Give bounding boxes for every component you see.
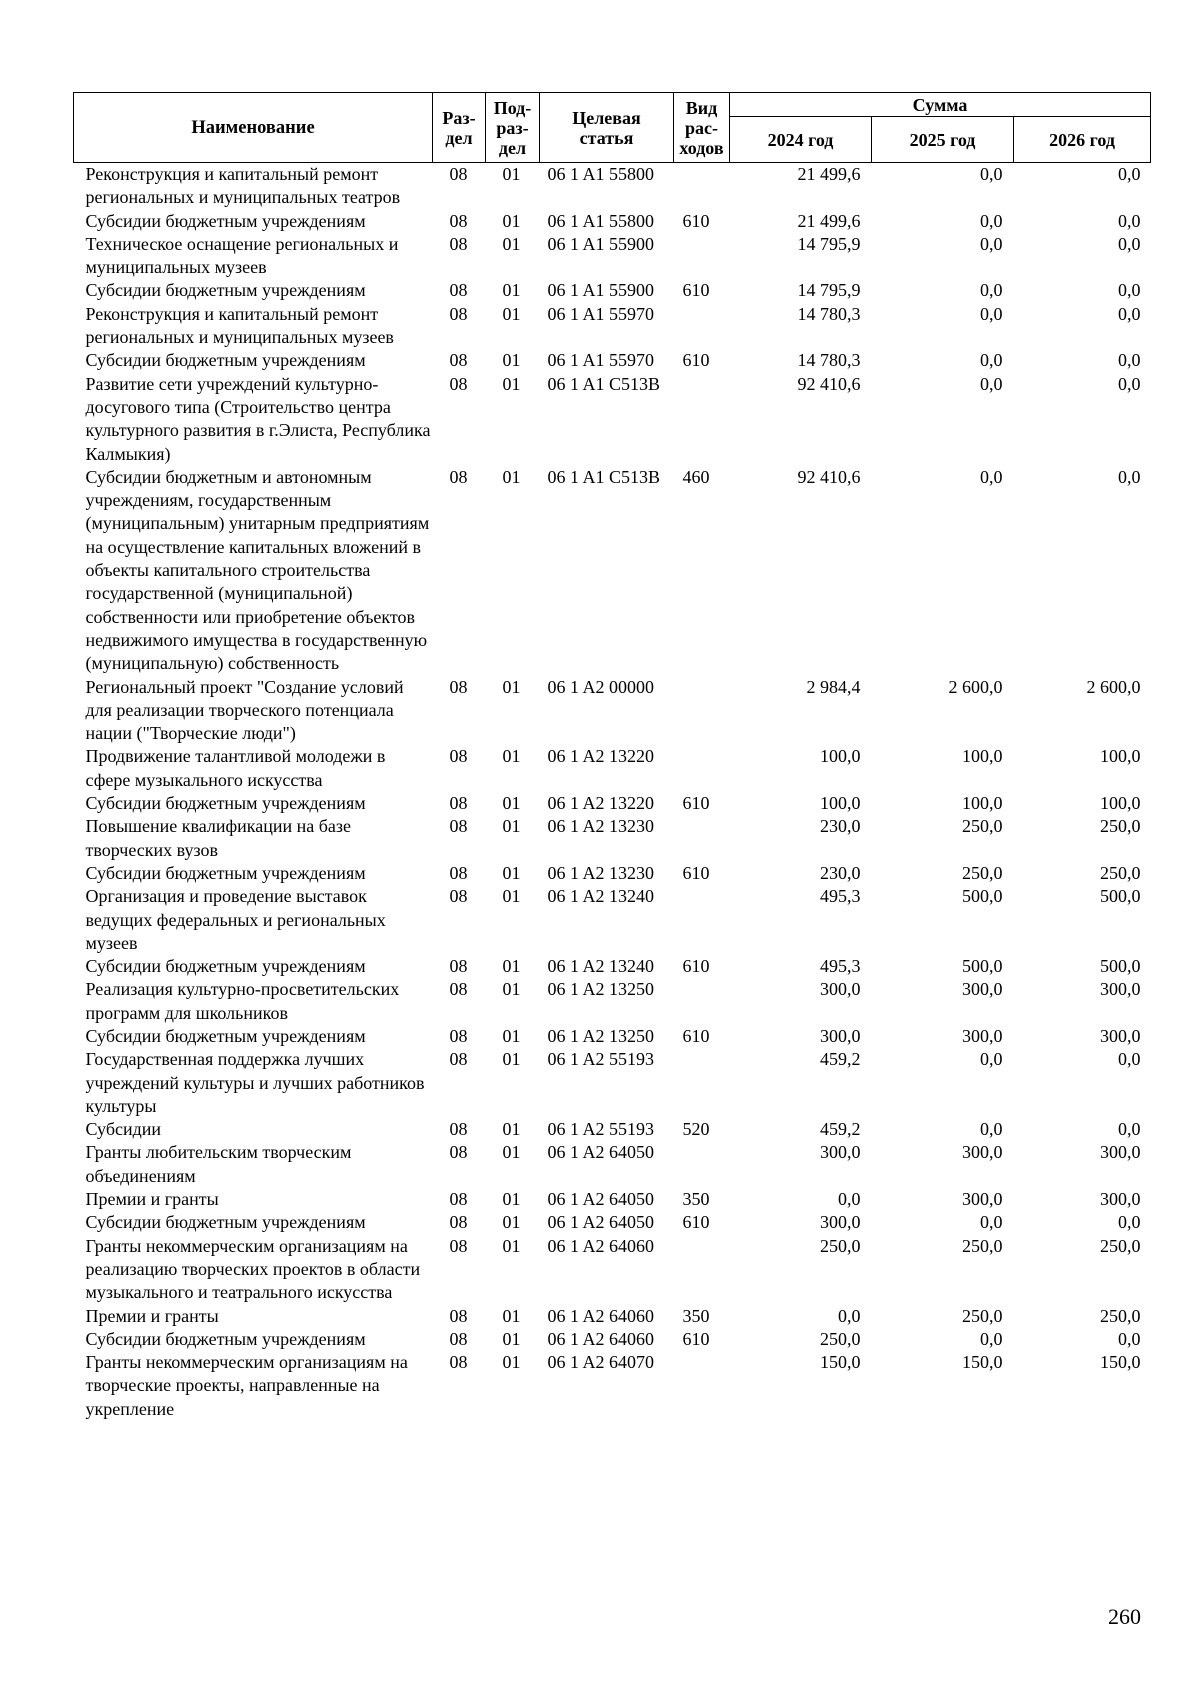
row-subsection: 01: [502, 979, 521, 1000]
row-name: Субсидии бюджетным учреждениям: [85, 210, 366, 231]
row-article: 06 1 A2 55193: [547, 1049, 655, 1070]
row-subsection: 01: [502, 956, 521, 977]
row-subsection: 01: [502, 886, 521, 907]
row-name: Организация и проведение выставок ведущих федеральных и региональных музеев: [85, 886, 386, 953]
row-amount-2025: 0,0: [980, 350, 1003, 371]
row-amount-2024: 21 499,6: [797, 210, 861, 231]
row-amount-2026: 0,0: [1118, 350, 1141, 371]
table-row: [74, 1048, 1151, 1118]
table-row: [74, 745, 1151, 792]
header-year-2026: 2026 год: [1014, 117, 1151, 163]
row-amount-2026: 250,0: [1100, 1305, 1141, 1326]
row-amount-2025: 500,0: [962, 956, 1003, 977]
row-kind: 610: [682, 350, 710, 371]
row-section: 08: [449, 1025, 468, 1046]
row-article: 06 1 A1 55900: [547, 280, 655, 301]
row-kind: [674, 1048, 730, 1118]
row-section: 08: [449, 1352, 468, 1373]
row-name: Субсидии бюджетным учреждениям: [85, 862, 366, 883]
row-amount-2025: 250,0: [962, 862, 1003, 883]
row-amount-2024: 300,0: [820, 1025, 861, 1046]
row-name: Реконструкция и капитальный ремонт региональных и муниципальных музеев: [85, 303, 394, 348]
row-amount-2026: 100,0: [1100, 793, 1141, 814]
row-amount-2024: 250,0: [820, 1235, 861, 1256]
row-name: Гранты некоммерческим организациям на реализацию творческих проектов в области музыкального и театрального искусства: [85, 1235, 421, 1303]
row-article: 06 1 A2 64060: [547, 1235, 655, 1256]
row-name: Субсидии: [85, 1119, 162, 1140]
row-amount-2024: 100,0: [820, 793, 861, 814]
row-article: 06 1 A2 13240: [547, 956, 655, 977]
row-section: 08: [449, 164, 468, 184]
row-amount-2026: 0,0: [1118, 1328, 1141, 1349]
table-header: [74, 93, 1151, 163]
row-kind: [674, 233, 730, 280]
table-row: [74, 1235, 1151, 1305]
row-section: 08: [449, 1189, 468, 1210]
row-amount-2026: 150,0: [1100, 1352, 1141, 1373]
row-amount-2025: 150,0: [962, 1352, 1003, 1373]
row-section: 08: [449, 886, 468, 907]
row-amount-2024: 21 499,6: [797, 164, 861, 184]
row-amount-2026: 300,0: [1100, 979, 1141, 1000]
row-amount-2024: 459,2: [820, 1049, 861, 1070]
row-amount-2025: 250,0: [962, 1305, 1003, 1326]
row-amount-2025: 0,0: [980, 466, 1003, 487]
row-article: 06 1 A2 13250: [547, 979, 655, 1000]
row-article: 06 1 A2 64070: [547, 1352, 655, 1373]
row-amount-2024: 14 780,3: [797, 350, 861, 371]
row-name: Субсидии бюджетным учреждениям: [85, 350, 366, 371]
row-subsection: 01: [502, 1235, 521, 1256]
table-row: [74, 792, 1151, 815]
table-row: [74, 279, 1151, 302]
row-amount-2024: 100,0: [820, 746, 861, 767]
row-amount-2024: 230,0: [820, 816, 861, 837]
table-row: [74, 815, 1151, 862]
row-name: Повышение квалификации на базе творческих вузов: [85, 816, 351, 860]
row-subsection: 01: [502, 746, 521, 767]
row-amount-2025: 500,0: [962, 886, 1003, 907]
row-article: 06 1 A1 55800: [547, 210, 655, 231]
row-subsection: 01: [502, 233, 521, 254]
table-row: [74, 373, 1151, 466]
row-subsection: 01: [502, 1025, 521, 1046]
row-subsection: 01: [502, 280, 521, 301]
row-article: 06 1 A1 55800: [547, 164, 655, 184]
row-kind: [674, 1351, 730, 1421]
row-section: 08: [449, 1328, 468, 1349]
row-name: Субсидии бюджетным учреждениям: [85, 1025, 366, 1046]
row-article: 06 1 A2 13220: [547, 793, 655, 814]
row-subsection: 01: [502, 676, 521, 697]
row-amount-2025: 300,0: [962, 1142, 1003, 1163]
row-amount-2026: 0,0: [1118, 233, 1141, 254]
row-amount-2024: 300,0: [820, 979, 861, 1000]
row-kind: 350: [682, 1305, 710, 1326]
row-amount-2025: 0,0: [980, 210, 1003, 231]
row-amount-2026: 250,0: [1100, 862, 1141, 883]
header-kind: Вид рас- ходов: [674, 93, 730, 163]
row-amount-2025: 0,0: [980, 373, 1003, 394]
row-name: Государственная поддержка лучших учреждений культуры и лучших работников культуры: [85, 1049, 425, 1116]
row-subsection: 01: [502, 210, 521, 231]
row-kind: [674, 303, 730, 350]
row-amount-2024: 0,0: [838, 1305, 861, 1326]
document-page: [73, 92, 1150, 1421]
row-amount-2024: 92 410,6: [797, 373, 861, 394]
budget-table: [73, 92, 1151, 1421]
row-amount-2026: 250,0: [1100, 1235, 1141, 1256]
row-section: 08: [449, 1305, 468, 1326]
table-body: [74, 163, 1151, 1422]
row-name: Премии и гранты: [85, 1305, 219, 1326]
row-amount-2026: 0,0: [1118, 303, 1141, 324]
header-year-2024: 2024 год: [730, 117, 872, 163]
table-row: [74, 233, 1151, 280]
row-name: Субсидии бюджетным учреждениям: [85, 1212, 366, 1233]
header-sum: Сумма: [730, 93, 1151, 117]
row-subsection: 01: [502, 1305, 521, 1326]
table-row: [74, 1118, 1151, 1141]
row-article: 06 1 A2 00000: [547, 676, 655, 697]
row-amount-2026: 0,0: [1118, 280, 1141, 301]
row-article: 06 1 A2 13230: [547, 862, 655, 883]
row-section: 08: [449, 1049, 468, 1070]
row-amount-2024: 250,0: [820, 1328, 861, 1349]
table-row: [74, 955, 1151, 978]
row-section: 08: [449, 350, 468, 371]
row-amount-2026: 0,0: [1118, 164, 1141, 184]
row-subsection: 01: [502, 1328, 521, 1349]
row-amount-2026: 300,0: [1100, 1142, 1141, 1163]
row-kind: 610: [682, 793, 710, 814]
row-kind: 350: [682, 1189, 710, 1210]
row-article: 06 1 A2 64060: [547, 1328, 655, 1349]
row-section: 08: [449, 793, 468, 814]
table-row: [74, 1188, 1151, 1211]
table-row: [74, 1351, 1151, 1421]
row-amount-2024: 14 795,9: [797, 280, 861, 301]
row-amount-2025: 250,0: [962, 816, 1003, 837]
row-amount-2025: 100,0: [962, 746, 1003, 767]
row-subsection: 01: [502, 1189, 521, 1210]
header-article: Целевая статья: [540, 93, 674, 163]
row-amount-2025: 0,0: [980, 1212, 1003, 1233]
row-section: 08: [449, 676, 468, 697]
row-kind: 610: [682, 1212, 710, 1233]
row-name: Субсидии бюджетным учреждениям: [85, 956, 366, 977]
row-amount-2025: 0,0: [980, 280, 1003, 301]
table-row: [74, 978, 1151, 1025]
row-name: Субсидии бюджетным учреждениям: [85, 793, 366, 814]
row-name: Гранты некоммерческим организациям на творческие проекты, направленные на укрепление: [85, 1352, 408, 1419]
table-row: [74, 210, 1151, 233]
row-kind: 460: [682, 466, 710, 487]
row-article: 06 1 A2 55193: [547, 1119, 655, 1140]
row-kind: 610: [682, 280, 710, 301]
row-article: 06 1 A2 64050: [547, 1212, 655, 1233]
row-kind: [674, 885, 730, 955]
table-row: [74, 1025, 1151, 1048]
table-row: [74, 885, 1151, 955]
row-name: Гранты любительским творческим объединениям: [85, 1142, 352, 1186]
row-subsection: 01: [502, 350, 521, 371]
row-amount-2024: 150,0: [820, 1352, 861, 1373]
row-amount-2024: 0,0: [838, 1189, 861, 1210]
row-section: 08: [449, 280, 468, 301]
row-amount-2025: 0,0: [980, 1049, 1003, 1070]
row-amount-2025: 0,0: [980, 1328, 1003, 1349]
row-amount-2024: 14 780,3: [797, 303, 861, 324]
row-subsection: 01: [502, 466, 521, 487]
row-subsection: 01: [502, 303, 521, 324]
row-kind: [674, 1235, 730, 1305]
row-amount-2024: 300,0: [820, 1142, 861, 1163]
row-name: Реализация культурно-просветительских программ для школьников: [85, 979, 400, 1023]
row-kind: [674, 815, 730, 862]
row-name: Субсидии бюджетным учреждениям: [85, 280, 366, 301]
row-section: 08: [449, 233, 468, 254]
row-amount-2026: 250,0: [1100, 816, 1141, 837]
row-amount-2025: 250,0: [962, 1235, 1003, 1256]
table-row: [74, 163, 1151, 210]
row-subsection: 01: [502, 1119, 521, 1140]
row-amount-2024: 495,3: [820, 886, 861, 907]
row-section: 08: [449, 373, 468, 394]
row-amount-2024: 495,3: [820, 956, 861, 977]
row-amount-2026: 0,0: [1118, 1212, 1141, 1233]
row-kind: 610: [682, 956, 710, 977]
row-article: 06 1 A2 13230: [547, 816, 655, 837]
row-subsection: 01: [502, 164, 521, 184]
row-amount-2024: 92 410,6: [797, 466, 861, 487]
table-row: [74, 303, 1151, 350]
row-amount-2026: 500,0: [1100, 886, 1141, 907]
row-subsection: 01: [502, 793, 521, 814]
row-section: 08: [449, 466, 468, 487]
row-kind: 610: [682, 1328, 710, 1349]
header-subsection: Под- раз- дел: [486, 93, 540, 163]
row-article: 06 1 A2 13250: [547, 1025, 655, 1046]
row-section: 08: [449, 1212, 468, 1233]
row-kind: 610: [682, 210, 710, 231]
row-kind: [674, 978, 730, 1025]
row-kind: [674, 373, 730, 466]
table-row: [74, 1211, 1151, 1234]
row-article: 06 1 A1 55970: [547, 303, 655, 324]
row-section: 08: [449, 746, 468, 767]
header-year-2025: 2025 год: [872, 117, 1014, 163]
row-section: 08: [449, 979, 468, 1000]
row-section: 08: [449, 303, 468, 324]
row-amount-2026: 0,0: [1118, 210, 1141, 231]
row-section: 08: [449, 210, 468, 231]
row-name: Субсидии бюджетным учреждениям: [85, 1328, 366, 1349]
row-amount-2025: 0,0: [980, 164, 1003, 184]
row-article: 06 1 A2 64050: [547, 1142, 655, 1163]
row-name: Премии и гранты: [85, 1189, 219, 1210]
row-kind: 610: [682, 1025, 710, 1046]
row-article: 06 1 A1 55970: [547, 350, 655, 371]
row-kind: [674, 745, 730, 792]
row-name: Продвижение талантливой молодежи в сфере музыкального искусства: [85, 746, 386, 790]
row-amount-2026: 0,0: [1118, 1119, 1141, 1140]
row-name: Техническое оснащение региональных и муниципальных музеев: [85, 233, 399, 278]
table-row: [74, 349, 1151, 372]
row-amount-2026: 300,0: [1100, 1189, 1141, 1210]
row-amount-2024: 459,2: [820, 1119, 861, 1140]
row-subsection: 01: [502, 1049, 521, 1070]
page-number: 260: [1108, 1604, 1141, 1629]
row-name: Реконструкция и капитальный ремонт региональных и муниципальных театров: [85, 164, 401, 208]
row-kind: 520: [682, 1119, 710, 1140]
row-amount-2026: 500,0: [1100, 956, 1141, 977]
row-subsection: 01: [502, 1142, 521, 1163]
row-amount-2026: 100,0: [1100, 746, 1141, 767]
row-subsection: 01: [502, 1212, 521, 1233]
row-amount-2025: 0,0: [980, 1119, 1003, 1140]
row-amount-2025: 0,0: [980, 233, 1003, 254]
row-kind: [674, 163, 730, 210]
row-amount-2026: 0,0: [1118, 466, 1141, 487]
row-amount-2025: 300,0: [962, 1189, 1003, 1210]
row-kind: [674, 676, 730, 746]
row-kind: [674, 1141, 730, 1188]
row-subsection: 01: [502, 1352, 521, 1373]
row-amount-2026: 0,0: [1118, 373, 1141, 394]
row-amount-2025: 0,0: [980, 303, 1003, 324]
row-amount-2024: 14 795,9: [797, 233, 861, 254]
row-article: 06 1 A2 64060: [547, 1305, 655, 1326]
row-name: Субсидии бюджетным и автономным учреждениям, государственным (муниципальным) унитарным предприятиям на осуществление капитальных вложений в объекты капитального строительства государственной (муниципальной) собственности или приобретение объектов недвижимого имущества в государственную (муниципальную) собственность: [85, 466, 430, 674]
row-subsection: 01: [502, 816, 521, 837]
row-section: 08: [449, 1142, 468, 1163]
row-amount-2024: 300,0: [820, 1212, 861, 1233]
row-amount-2025: 100,0: [962, 793, 1003, 814]
header-section: Раз- дел: [433, 93, 486, 163]
row-amount-2026: 2 600,0: [1086, 676, 1141, 697]
row-article: 06 1 A1 C513B: [547, 373, 661, 394]
row-section: 08: [449, 1235, 468, 1256]
row-amount-2026: 0,0: [1118, 1049, 1141, 1070]
row-section: 08: [449, 1119, 468, 1140]
row-article: 06 1 A1 C513B: [547, 466, 661, 487]
row-section: 08: [449, 862, 468, 883]
row-amount-2026: 300,0: [1100, 1025, 1141, 1046]
row-section: 08: [449, 956, 468, 977]
row-amount-2025: 300,0: [962, 979, 1003, 1000]
table-row: [74, 1328, 1151, 1351]
row-section: 08: [449, 816, 468, 837]
row-article: 06 1 A2 13240: [547, 886, 655, 907]
table-row: [74, 862, 1151, 885]
header-name: Наименование: [74, 93, 433, 163]
table-row: [74, 466, 1151, 676]
row-amount-2024: 230,0: [820, 862, 861, 883]
table-row: [74, 676, 1151, 746]
row-article: 06 1 A1 55900: [547, 233, 655, 254]
row-name: Развитие сети учреждений культурно-досугового типа (Строительство центра культурного развития в г.Элиста, Республика Калмыкия): [85, 373, 431, 464]
row-article: 06 1 A2 13220: [547, 746, 655, 767]
row-subsection: 01: [502, 373, 521, 394]
row-amount-2024: 2 984,4: [806, 676, 861, 697]
row-amount-2025: 2 600,0: [948, 676, 1003, 697]
row-amount-2025: 300,0: [962, 1025, 1003, 1046]
row-name: Региональный проект "Создание условий для реализации творческого потенциала нации ("Творческие люди"): [85, 676, 404, 744]
row-subsection: 01: [502, 862, 521, 883]
table-row: [74, 1141, 1151, 1188]
table-row: [74, 1305, 1151, 1328]
row-article: 06 1 A2 64050: [547, 1189, 655, 1210]
row-kind: 610: [682, 862, 710, 883]
